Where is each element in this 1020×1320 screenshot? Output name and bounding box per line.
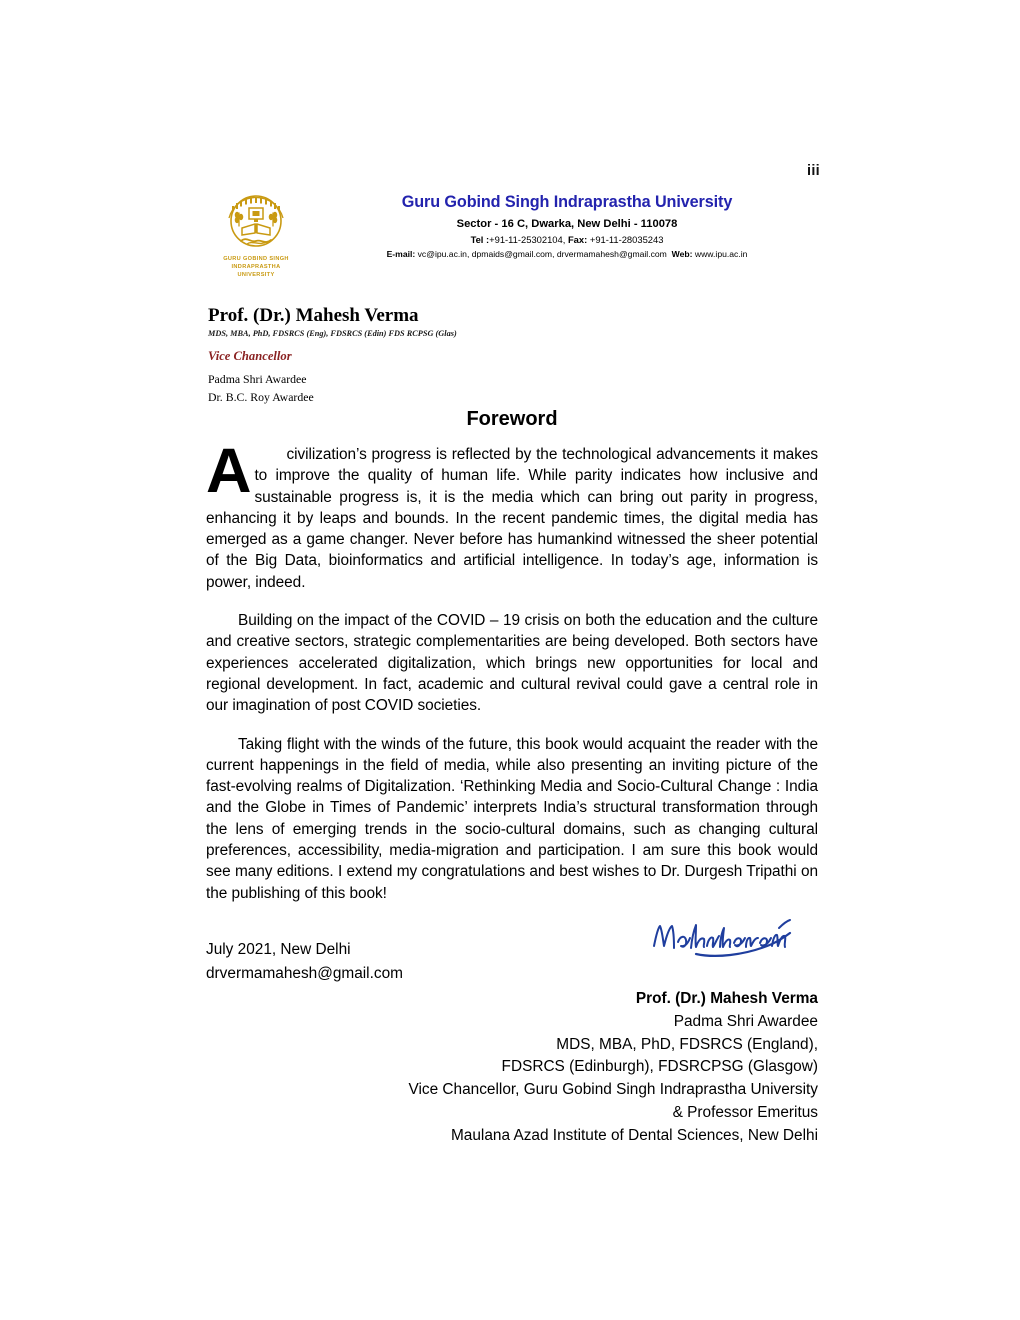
web-label: Web: xyxy=(671,249,693,259)
fax-number: +91-11-28035243 xyxy=(589,234,664,245)
signoff-name: Prof. (Dr.) Mahesh Verma xyxy=(635,990,818,1007)
signoff-line-2: MDS, MBA, PhD, FDSRCS (England), xyxy=(556,1035,818,1053)
paragraph-2 xyxy=(206,610,818,716)
letterhead-text xyxy=(314,192,820,260)
university-logo xyxy=(208,188,304,286)
university-phone-line xyxy=(314,234,820,246)
foreword-body xyxy=(206,436,818,904)
email-label: E-mail: xyxy=(386,249,416,259)
logo-caption-line-2: INDRAPRASTHA xyxy=(231,264,281,271)
paragraph-3 xyxy=(206,734,818,904)
vc-qualifications: MDS, MBA, PhD, FDSRCS (Eng), FDSRCS (Edin) FDS RCPSG (Glas) xyxy=(208,329,457,338)
email-addresses: vc@ipu.ac.in, dpmaids@gmail.com, drvermamahesh@gmail.com xyxy=(417,249,667,259)
web-address: www.ipu.ac.in xyxy=(694,249,748,259)
closing-block xyxy=(206,938,818,1148)
signoff-block xyxy=(206,988,818,1148)
university-name: Guru Gobind Singh Indraprastha University xyxy=(401,193,733,211)
signoff-line-3: FDSRCS (Edinburgh), FDSRCPSG (Glasgow) xyxy=(501,1058,818,1076)
vice-chancellor-block xyxy=(208,305,628,406)
logo-caption-line-3: UNIVERSITY xyxy=(237,272,275,279)
logo-caption-line-1: GURU GOBIND SINGH xyxy=(223,256,289,262)
signature xyxy=(644,916,804,962)
signoff-line-5: & Professor Emeritus xyxy=(672,1103,818,1121)
signoff-line-6: Maulana Azad Institute of Dental Sciences, New Delhi xyxy=(450,1126,818,1144)
tel-label: Tel : xyxy=(470,234,490,245)
vc-name: Prof. (Dr.) Mahesh Verma xyxy=(208,305,419,326)
fax-label: Fax: xyxy=(567,234,588,245)
handwritten-signature-icon xyxy=(644,916,804,962)
university-address: Sector - 16 C, Dwarka, New Delhi - 110078 xyxy=(456,218,678,230)
vc-award-padma-shri: Padma Shri Awardee xyxy=(208,372,307,386)
university-emblem-icon xyxy=(220,188,292,254)
letterhead xyxy=(204,188,820,292)
vc-award-bc-roy: Dr. B.C. Roy Awardee xyxy=(208,389,314,404)
paragraph-2-text: Building on the impact of the COVID – 19 crisis on both the education and the culture and creative sectors, strategic complementarities are being developed. Both sectors have experiences accelerated digitalization, which brings new opportunities for local and regional development. In fact, academic and cultural revival could gave a central role in our imagination of post COVID societies. xyxy=(206,612,818,715)
foreword-heading: Foreword xyxy=(466,408,558,430)
university-email-line xyxy=(314,249,820,260)
drop-cap-letter: A xyxy=(206,436,252,506)
closing-date-place: July 2021, New Delhi xyxy=(206,941,351,958)
vc-designation: Vice Chancellor xyxy=(208,349,292,363)
page-number: iii xyxy=(807,163,820,179)
paragraph-3-text: Taking flight with the winds of the future, this book would acquaint the reader with the current happenings in the field of media, while also presenting an inviting picture of the fast-evolving realms of Digitalization. ‘Rethinking Media and Socio-Cultural Change : India and the Globe in Times of Pandemic’ interprets India’s structural transformation through the lens of emerging trends in the socio-cultural domains, such as changing cultural preferences, accessibility, media-migration and participation. I am sure this book would see many editions. I extend my congratulations and best wishes to Dr. Durgesh Tripathi on the publishing of this book! xyxy=(206,735,818,902)
signoff-line-1: Padma Shri Awardee xyxy=(673,1012,818,1030)
paragraph-1-text: civilization’s progress is reflected by the technological advancements it makes to improve the quality of human life. While parity indicates how inclusive and sustainable progress is, it is the media which can bring out parity in progress, enhancing it by leaps and bounds. In the recent pandemic times, the digital media has emerged as a game changer. Never before has humankind witnessed the sheer potential of the Big Data, bioinformatics and artificial intelligence. In today’s age, information is power, indeed. xyxy=(206,446,818,591)
closing-email[interactable]: drvermamahesh@gmail.com xyxy=(206,965,403,982)
signoff-line-4: Vice Chancellor, Guru Gobind Singh Indraprastha University xyxy=(408,1081,818,1099)
paragraph-1 xyxy=(206,436,818,593)
tel-number: +91-11-25302104, xyxy=(489,234,566,245)
